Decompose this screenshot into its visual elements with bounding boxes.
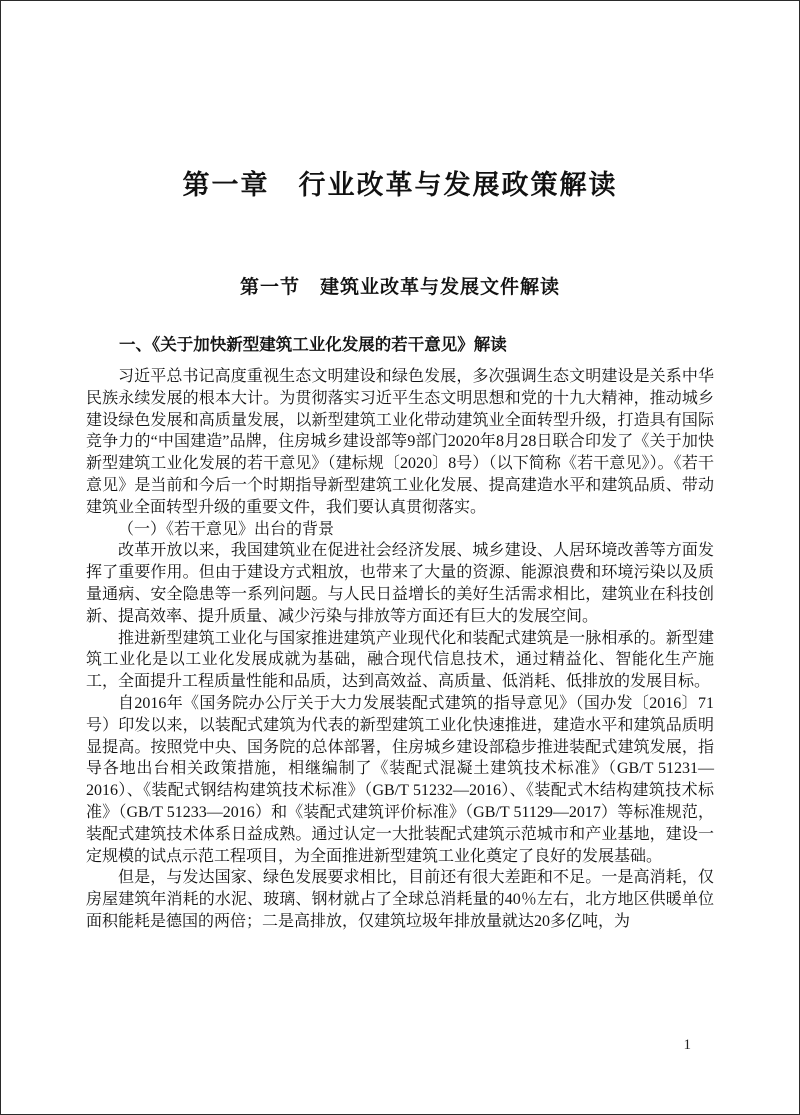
heading-1: 一、《关于加快新型建筑工业化发展的若干意见》解读: [119, 335, 507, 355]
document-body: [86, 334, 714, 933]
paragraph: 推进新型建筑工业化与国家推进建筑产业现代化和装配式建筑是一脉相承的。新型建筑工业化是以工业化发展成就为基础，融合现代信息技术，通过精益化、智能化生产施工，全面提升工程质量性能和品质，达到高效益、高质量、低消耗、低排放的发展目标。: [86, 629, 714, 691]
paragraph: 自2016年《国务院办公厅关于大力发展装配式建筑的指导意见》（国办发〔2016〕71号）印发以来，以装配式建筑为代表的新型建筑工业化快速推进，建造水平和建筑品质明显提高。按照党中央、国务院的总体部署，住房城乡建设部稳步推进装配式建筑发展，指导各地出台相关政策措施，相继编制了《装配式混凝土建筑技术标准》（GB/T 51231—2016）、《装配式钢结构建筑技术标准》（GB/T 51232—2016）、《装配式木结构建筑技术标准》（GB/T 51233—2016）和《装配式建筑评价标准》（GB/T 51129—2017）等标准规范，装配式建筑技术体系日益成熟。通过认定一大批装配式建筑示范城市和产业基地，建设一定规模的试点示范工程项目，为全面推进新型建筑工业化奠定了良好的发展基础。: [86, 694, 714, 865]
paragraph: 改革开放以来，我国建筑业在促进社会经济发展、城乡建设、人居环境改善等方面发挥了重要作用。但由于建设方式粗放，也带来了大量的资源、能源浪费和环境污染以及质量通病、安全隐患等一系列问题。与人民日益增长的美好生活需求相比，建筑业在科技创新、提高效率、提升质量、减少污染与排放等方面还有巨大的发展空间。: [86, 542, 714, 625]
section-title: 第一节 建筑业改革与发展文件解读: [239, 277, 560, 299]
paragraph: 习近平总书记高度重视生态文明建设和绿色发展，多次强调生态文明建设是关系中华民族永续发展的根本大计。为贯彻落实习近平生态文明思想和党的十九大精神，推动城乡建设绿色发展和高质量发展，以新型建筑工业化带动建筑业全面转型升级，打造具有国际竞争力的“中国建造”品牌，住房城乡建设部等9部门2020年8月28日联合印发了《关于加快新型建筑工业化发展的若干意见》（建标规〔2020〕8号）（以下简称《若干意见》）。《若干意见》是当前和今后一个时期指导新型建筑工业化发展、提高建造水平和建筑品质、带动建筑业全面转型升级的重要文件，我们要认真贯彻落实。: [86, 367, 714, 516]
heading-2: （一）《若干意见》出台的背景: [118, 520, 335, 538]
paragraph: 但是，与发达国家、绿色发展要求相比，目前还有很大差距和不足。一是高消耗，仅房屋建筑年消耗的水泥、玻璃、钢材就占了全球总消耗量的40％左右，北方地区供暖单位面积能耗是德国的两倍；二是高排放，仅建筑垃圾年排放量就达20多亿吨，为: [86, 869, 714, 930]
page-number: 1: [683, 1037, 691, 1053]
chapter-title: 第一章 行业改革与发展政策解读: [182, 170, 618, 200]
